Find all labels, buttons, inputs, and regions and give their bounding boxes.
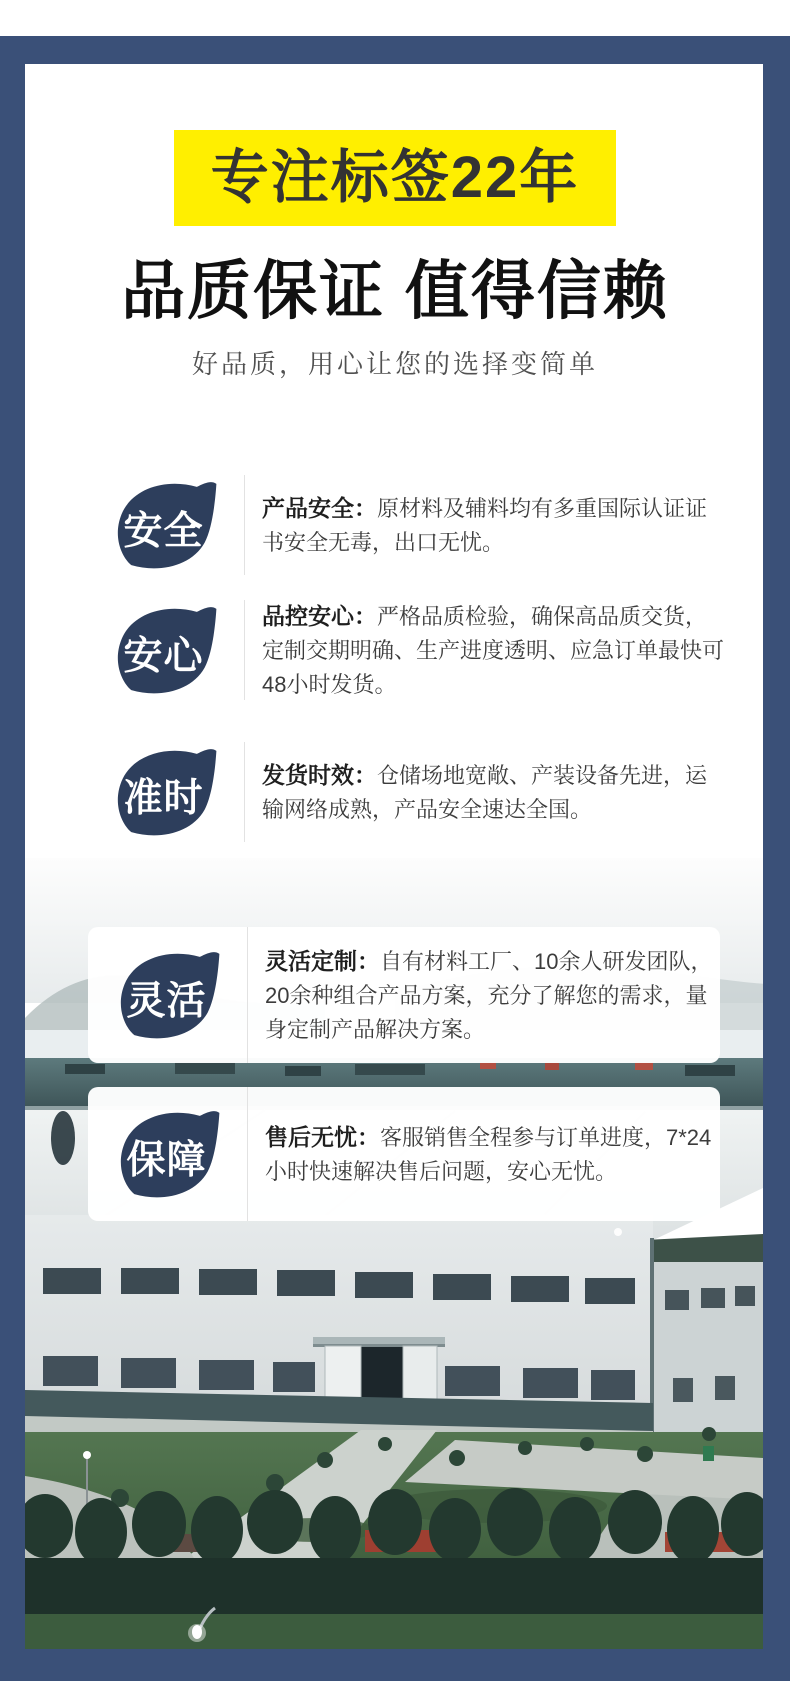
frame-bottom-bar bbox=[0, 1649, 790, 1681]
frame-top-bar bbox=[0, 36, 790, 64]
page-title: 品质保证 值得信赖 bbox=[121, 255, 669, 327]
leaf-badge bbox=[118, 1110, 223, 1198]
feature-text bbox=[262, 599, 724, 702]
feature-row-assurance bbox=[115, 595, 725, 705]
feature-text bbox=[265, 944, 720, 1047]
feature-lead: 售后无忧： bbox=[265, 1123, 380, 1150]
feature-lead: 发货时效： bbox=[262, 761, 377, 788]
feature-desc: 原材料及辅料均有多重国际认证证书安全无毒，出口无忧。 bbox=[262, 495, 708, 555]
leaf-label: 准时 bbox=[123, 777, 204, 820]
vertical-divider bbox=[244, 600, 245, 700]
feature-lead: 品控安心： bbox=[262, 602, 377, 629]
feature-desc: 严格品质检验，确保高品质交货，定制交期明确、生产进度透明、应急订单最快可48小时发货。 bbox=[262, 603, 725, 697]
leaf-badge bbox=[115, 606, 220, 694]
feature-text bbox=[262, 491, 724, 560]
feature-row-ontime bbox=[115, 737, 725, 847]
page-subtitle: 好品质，用心让您的选择变简单 bbox=[191, 349, 598, 379]
feature-desc: 仓储场地宽敞、产装设备先进，运输网络成熟，产品安全速达全国。 bbox=[262, 762, 708, 822]
vertical-divider bbox=[244, 742, 245, 842]
leaf-badge bbox=[115, 481, 220, 569]
feature-card-aftersale bbox=[88, 1087, 720, 1221]
leaf-label: 安心 bbox=[123, 635, 204, 678]
feature-lead: 灵活定制： bbox=[265, 947, 380, 974]
leaf-badge bbox=[115, 748, 220, 836]
feature-text bbox=[262, 758, 724, 827]
feature-text bbox=[265, 1120, 720, 1189]
vertical-divider bbox=[247, 1087, 248, 1221]
feature-row-safety bbox=[115, 470, 725, 580]
vertical-divider bbox=[244, 475, 245, 575]
feature-desc: 自有材料工厂、10余人研发团队，20余种组合产品方案，充分了解您的需求，量身定制产品解决方案。 bbox=[265, 948, 713, 1042]
leaf-label: 灵活 bbox=[126, 980, 207, 1023]
years-badge: 专注标签22年 bbox=[174, 130, 616, 226]
feature-desc: 客服销售全程参与订单进度，7*24小时快速解决售后问题，安心无忧。 bbox=[265, 1124, 712, 1184]
leaf-label: 保障 bbox=[126, 1139, 207, 1182]
feature-card-flexible bbox=[88, 927, 720, 1063]
feature-lead: 产品安全： bbox=[262, 494, 377, 521]
leaf-label: 安全 bbox=[123, 510, 204, 553]
leaf-badge bbox=[118, 951, 223, 1039]
vertical-divider bbox=[247, 927, 248, 1063]
